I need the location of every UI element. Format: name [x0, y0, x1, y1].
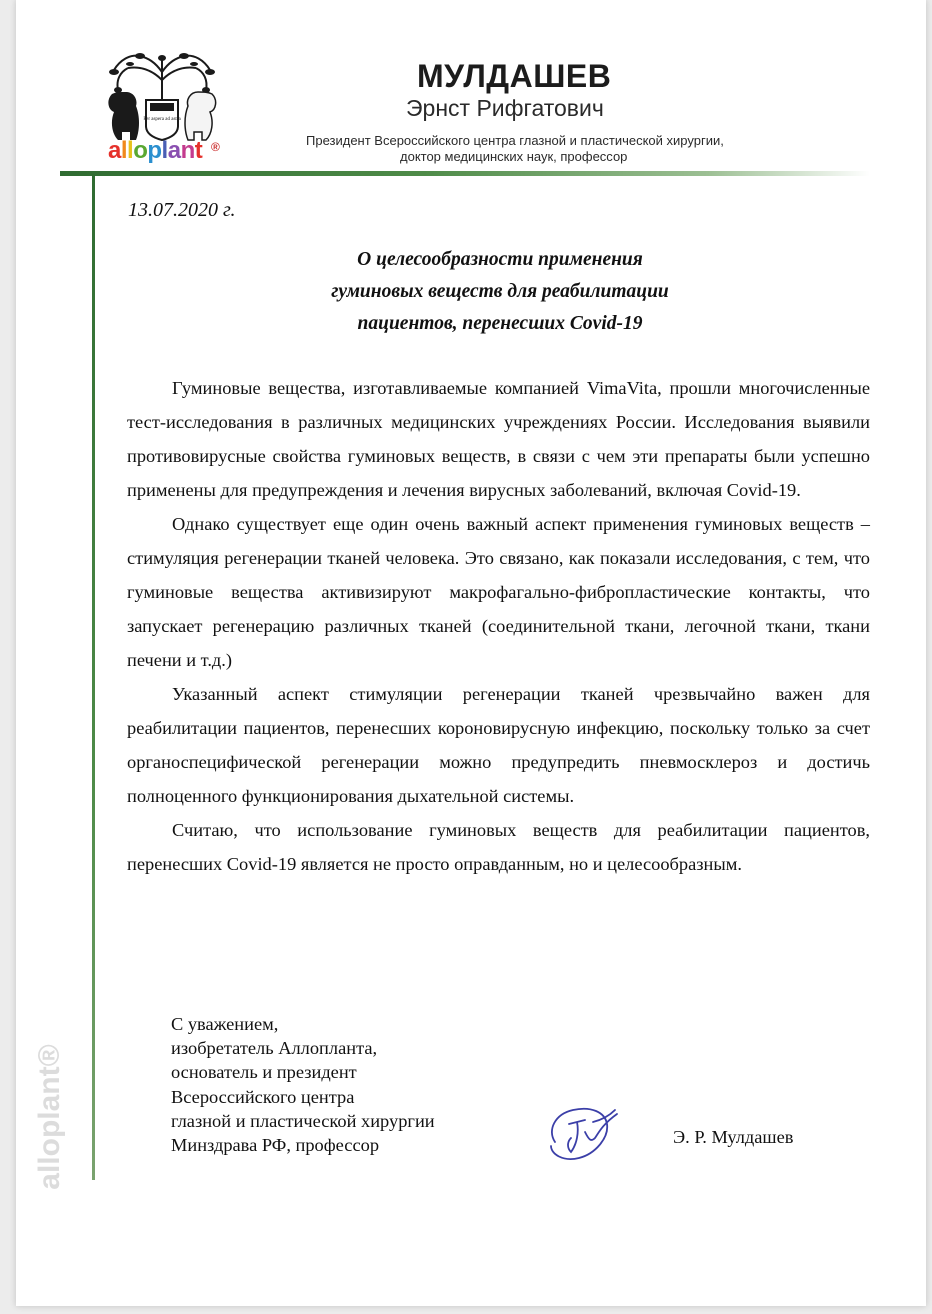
letter-title	[200, 244, 800, 340]
title-line: О целесообразности применения	[357, 249, 643, 270]
handwritten-signature	[545, 1102, 625, 1166]
body-paragraph: Однако существует еще один очень важный аспект применения гуминовых веществ – стимуляция регенерации тканей человека. Это связано, как показали исследования, с тем, что гуминовые вещества активизируют макрофагально-фибропластические контакты, что запускает регенерацию различных тканей (соединительной ткани, легочной ткани, ткани печени и т.д.)	[127, 514, 870, 670]
closing-line: глазной и пластической хирургии	[171, 1110, 435, 1131]
title-line: гуминовых веществ для реабилитации	[331, 281, 669, 302]
crest-motto-text: Per aspera ad astra	[143, 117, 181, 122]
closing-line: Минздрава РФ, профессор	[171, 1135, 380, 1156]
body-paragraph: Указанный аспект стимуляции регенерации тканей чрезвычайно важен для реабилитации пациентов, перенесших короновирусную инфекцию, поскольку только за счет органоспецифической регенерации можно предупредить пневмосклероз и достичь полноценного функционирования дыхательной системы.	[127, 684, 870, 806]
author-given-name: Эрнст Рифгатович	[406, 95, 604, 121]
letter-closing	[171, 1012, 435, 1157]
signer-name: Э. Р. Мулдашев	[673, 1127, 794, 1147]
letter-date: 13.07.2020 г.	[128, 199, 236, 221]
author-position-line-1: Президент Всероссийского центра глазной и пластической хирургии,	[306, 133, 724, 148]
body-paragraph: Считаю, что использование гуминовых веществ для реабилитации пациентов, перенесших Covid-19 является не просто оправданным, но и целесообразным.	[127, 820, 870, 874]
closing-line: С уважением,	[171, 1014, 279, 1034]
letter-body	[127, 371, 870, 881]
body-paragraph: Гуминовые вещества, изготавливаемые компанией VimaVita, прошли многочисленные тест-исследования в различных медицинских учреждениях России. Исследования выявили противовирусные свойства гуминовых веществ, в связи с чем эти препараты были успешно применены для предупреждения и лечения вирусных заболеваний, включая Covid-19.	[127, 378, 870, 500]
alloplant-logo: alloplant	[108, 137, 203, 164]
author-position-line-2: доктор медицинских наук, профессор	[400, 149, 628, 164]
side-watermark: alloplant®	[33, 1044, 66, 1190]
registered-mark-icon: ®	[211, 140, 220, 154]
header-divider	[60, 171, 870, 176]
title-line: пациентов, перенесших Covid-19	[357, 313, 643, 334]
author-surname: МУЛДАШЕВ	[417, 58, 612, 94]
closing-line: Всероссийского центра	[171, 1086, 355, 1107]
margin-divider	[92, 174, 95, 1180]
closing-line: основатель и президент	[171, 1062, 357, 1083]
closing-line: изобретатель Аллопланта,	[171, 1038, 378, 1059]
